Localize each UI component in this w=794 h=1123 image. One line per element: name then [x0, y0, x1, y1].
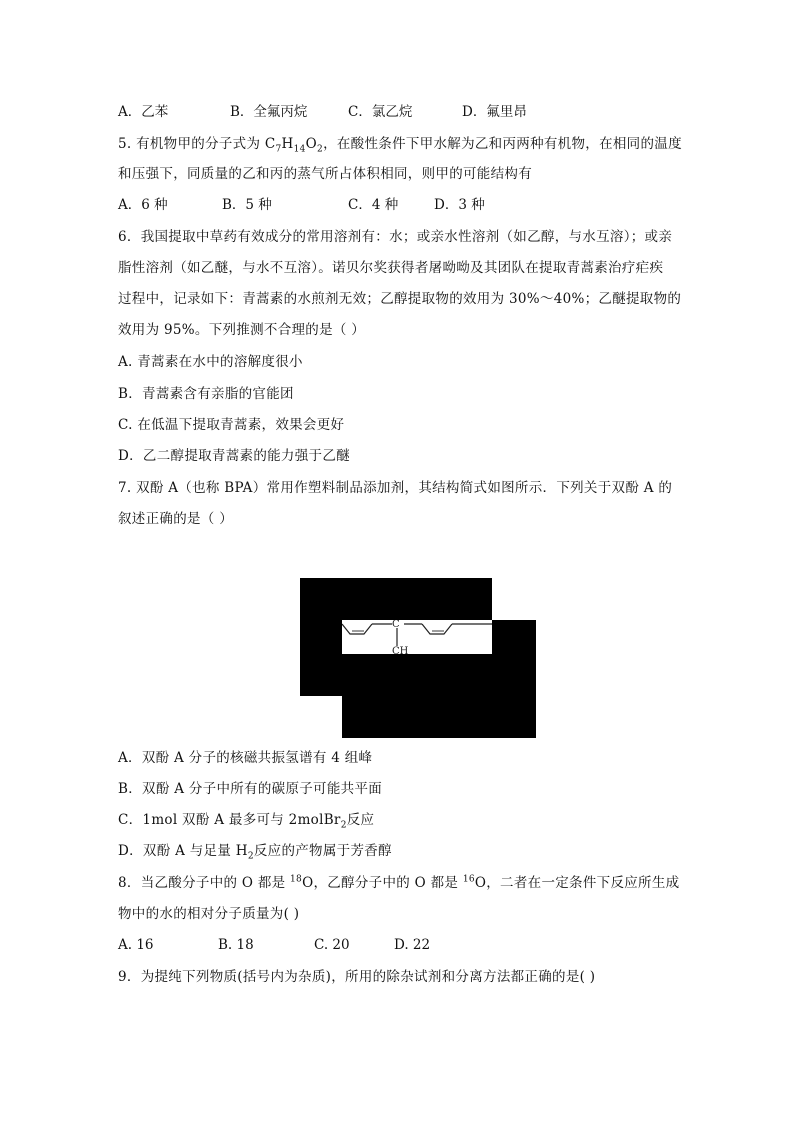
- q4-option-b: B．全氟丙烷: [230, 104, 308, 120]
- q6-option-d: D．乙二醇提取青蒿素的能力强于乙醚: [118, 448, 350, 464]
- q8-stem-line1: 8．当乙酸分子中的 O 都是 $^{18}$O，乙醇分子中的 O 都是 $^{16}$O，二者在一定条件下反应所生成: [118, 874, 680, 891]
- q7-option-b: B．双酚 A 分子中所有的碳原子可能共平面: [118, 781, 383, 797]
- q8-option-a: A. 16: [118, 937, 154, 953]
- q8-option-d: D. 22: [394, 937, 431, 953]
- figure-label-c: C: [392, 620, 400, 630]
- q8-stem-line2: 物中的水的相对分子质量为( ): [118, 906, 300, 922]
- q4-option-a: A．乙苯: [118, 104, 169, 120]
- q5-option-c: C．4 种: [348, 197, 399, 213]
- q7-option-c: C．1mol 双酚 A 最多可与 2molBr$_2$反应: [118, 812, 375, 831]
- q5-stem-line2: 和压强下，同质量的乙和丙的蒸气所占体积相同，则甲的可能结构有: [118, 166, 532, 182]
- q5-option-b: B．5 种: [222, 197, 272, 213]
- q7-stem-line1: 7. 双酚 A（也称 BPA）常用作塑料制品添加剂，其结构简式如图所示．下列关于双酚 A 的: [118, 480, 673, 496]
- redaction-block: [342, 654, 492, 738]
- q7-option-d: D．双酚 A 与足量 $H_2$反应的产物属于芳香醇: [118, 843, 392, 862]
- q7-stem-line2: 叙述正确的是（ ）: [118, 511, 233, 527]
- q6-option-b: B．青蒿素含有亲脂的官能团: [118, 386, 294, 402]
- q4-option-d: D．氟里昂: [462, 104, 527, 120]
- q5-stem-line1: 5. 有机物甲的分子式为 $C_7H_{14}O_2$，在酸性条件下甲水解为乙和丙两种有机物，在相同的温度: [118, 136, 682, 155]
- redaction-block: [300, 578, 492, 620]
- bpa-visible-fragment: [342, 620, 492, 654]
- q8-option-c: C. 20: [314, 937, 350, 953]
- q6-option-c: C. 在低温下提取青蒿素，效果会更好: [118, 417, 345, 433]
- q6-stem-line1: 6．我国提取中草药有效成分的常用溶剂有：水；或亲水性溶剂（如乙醇，与水互溶）；或亲: [118, 229, 673, 245]
- bpa-structure-figure: [300, 578, 536, 738]
- q6-stem-line3: 过程中，记录如下：青蒿素的水煎剂无效；乙醇提取物的效用为 30%～40%；乙醚提取物的: [118, 291, 682, 307]
- q6-stem-line2: 脂性溶剂（如乙醚，与水不互溶）。诺贝尔奖获得者屠呦呦及其团队在提取青蒿素治疗疟疾: [118, 260, 664, 276]
- redaction-block: [492, 620, 536, 738]
- q4-option-c: C．氯乙烷: [348, 104, 413, 120]
- q5-option-d: D．3 种: [434, 197, 485, 213]
- redaction-block: [300, 620, 342, 696]
- q6-option-a: A. 青蒿素在水中的溶解度很小: [118, 354, 303, 370]
- q6-stem-line4: 效用为 95%。下列推测不合理的是（ ）: [118, 322, 366, 338]
- q9-stem-line1: 9．为提纯下列物质(括号内为杂质)，所用的除杂试剂和分离方法都正确的是( ): [118, 969, 596, 985]
- figure-label-ch: CH: [392, 646, 409, 654]
- q8-option-b: B. 18: [218, 937, 254, 953]
- q5-option-a: A．6 种: [118, 197, 168, 213]
- q7-option-a: A．双酚 A 分子的核磁共振氢谱有 4 组峰: [118, 750, 373, 766]
